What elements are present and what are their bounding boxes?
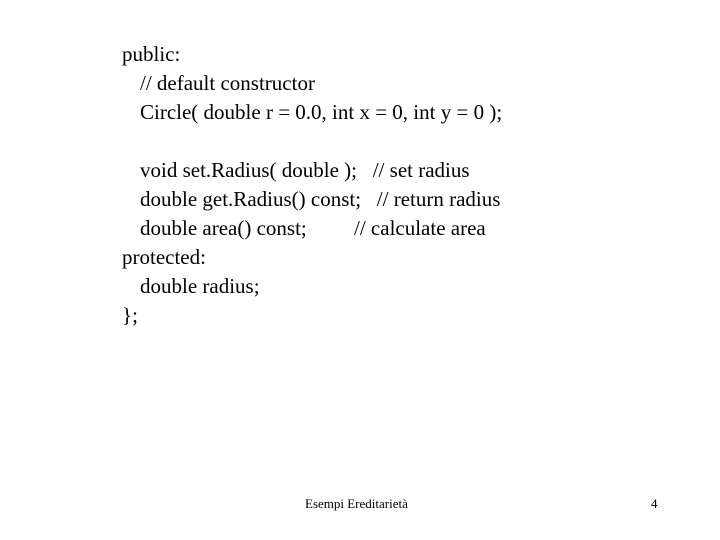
code-line-area: double area() const; // calculate area [140,216,486,240]
footer-title: Esempi Ereditarietà [305,496,408,511]
code-line-get-radius: double get.Radius() const; // return radius [140,187,501,211]
code-line-set-radius: void set.Radius( double ); // set radius [140,158,470,182]
code-line-protected: protected: [122,245,206,269]
page-number: 4 [651,496,658,511]
code-line-constructor: Circle( double r = 0.0, int x = 0, int y = 0 ); [140,100,503,124]
code-line-public: public: [122,42,181,66]
code-line-comment: // default constructor [140,71,315,95]
code-line-radius-member: double radius; [140,274,260,298]
code-line-closing-brace: }; [122,303,138,327]
